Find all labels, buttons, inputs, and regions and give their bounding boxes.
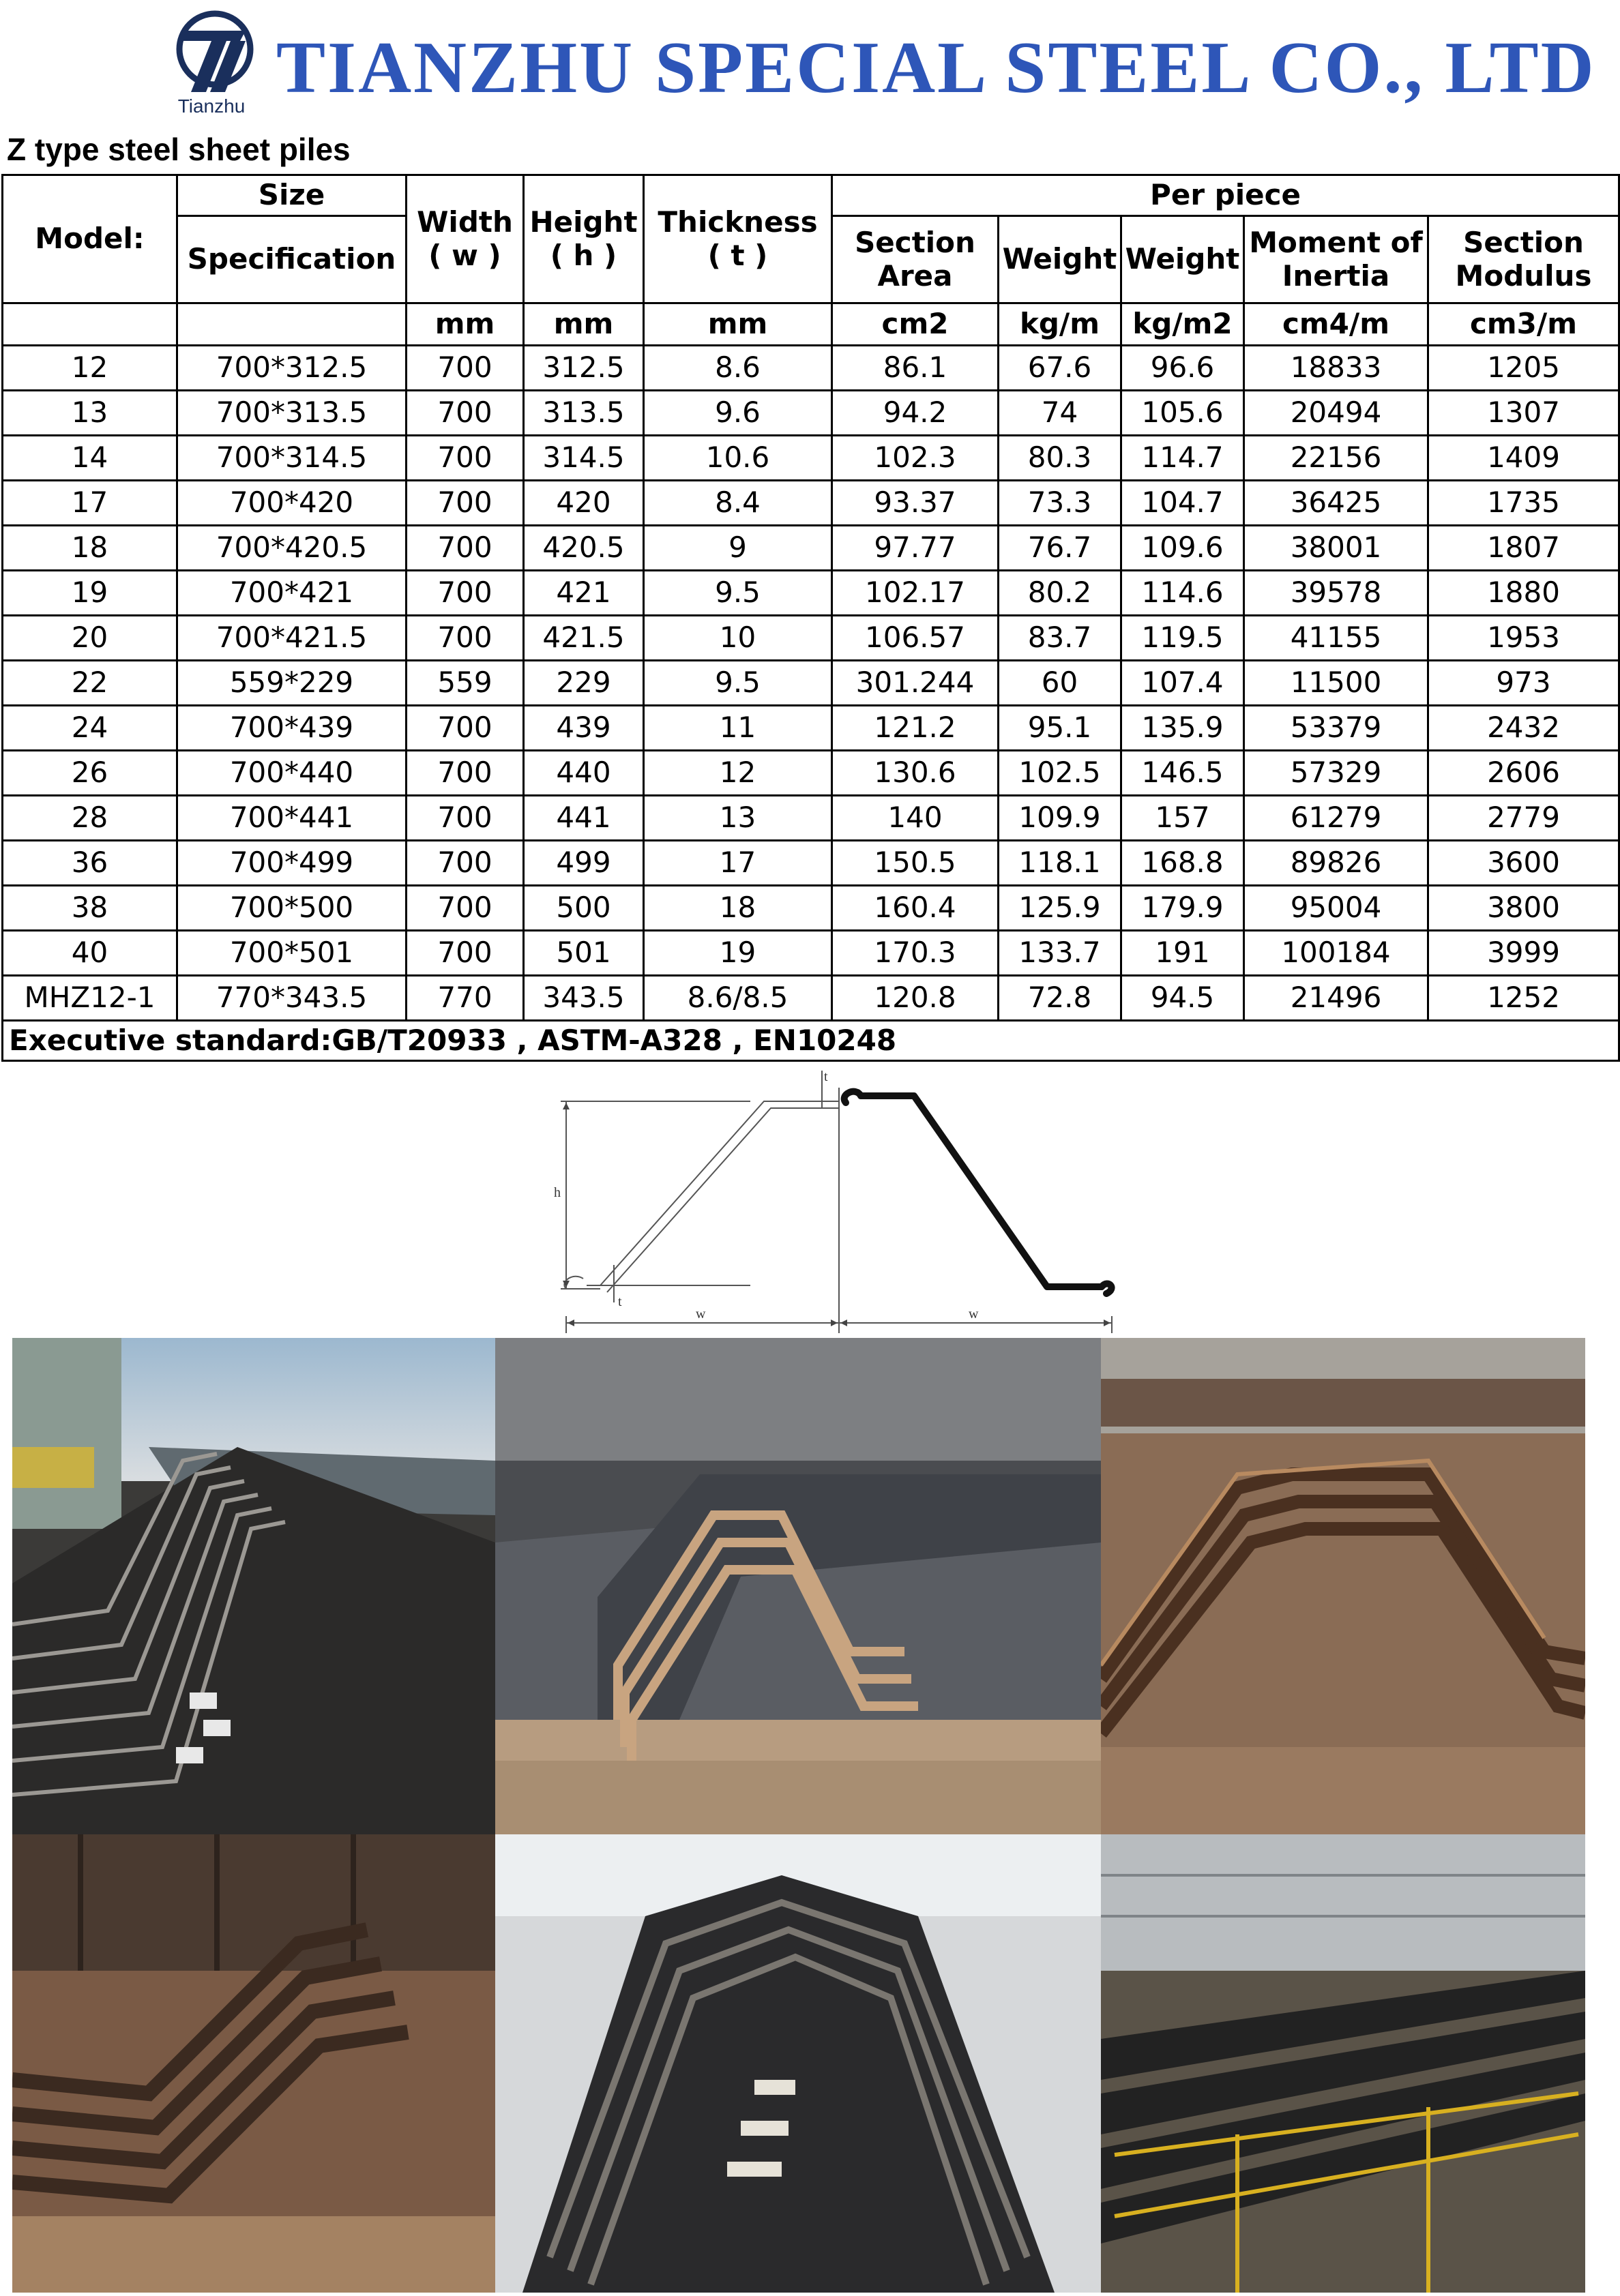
header-weight-per-m2: Weight [1121,216,1244,303]
cell-thickness: 10.6 [644,436,832,481]
unit-cell: cm3/m [1428,303,1619,346]
cell-specification: 700*420.5 [177,526,407,571]
photo-pile-rows-yard [12,1338,495,1834]
cell-weight-per-m: 95.1 [999,706,1121,751]
cell-section-area: 160.4 [832,886,999,931]
cell-thickness: 12 [644,751,832,796]
header-per-piece: Per piece [832,175,1619,216]
cell-section-modulus: 1953 [1428,616,1619,661]
cell-model: 26 [3,751,177,796]
unit-cell: cm4/m [1244,303,1428,346]
cell-section-modulus: 1735 [1428,481,1619,526]
cell-weight-per-m2: 146.5 [1121,751,1244,796]
photo-factory-pile-rows [1101,1834,1585,2293]
cell-weight-per-m2: 96.6 [1121,346,1244,391]
cell-width: 700 [407,706,524,751]
table-row [3,886,1619,931]
page-title: Z type steel sheet piles [7,132,351,167]
cell-moment-of-inertia: 89826 [1244,841,1428,886]
cell-model: 22 [3,661,177,706]
units-blank-spec [177,303,407,346]
cell-height: 314.5 [524,436,644,481]
cell-weight-per-m2: 107.4 [1121,661,1244,706]
cell-section-modulus: 2779 [1428,796,1619,841]
cell-weight-per-m2: 135.9 [1121,706,1244,751]
cell-section-area: 86.1 [832,346,999,391]
cell-thickness: 9 [644,526,832,571]
cell-section-area: 102.3 [832,436,999,481]
header-moment-line2: Inertia [1282,258,1390,293]
cell-height: 420.5 [524,526,644,571]
cell-model: 20 [3,616,177,661]
table-row [3,796,1619,841]
cell-model: 24 [3,706,177,751]
cell-moment-of-inertia: 100184 [1244,931,1428,976]
cell-weight-per-m: 74 [999,391,1121,436]
cell-weight-per-m: 80.3 [999,436,1121,481]
header-height-label: Height [529,205,638,239]
cell-height: 439 [524,706,644,751]
cell-section-modulus: 973 [1428,661,1619,706]
units-row [3,303,1619,346]
header-thickness-label: Thickness [658,205,818,239]
cell-weight-per-m2: 109.6 [1121,526,1244,571]
page-header [0,0,1620,123]
header-width [407,175,524,303]
cell-thickness: 9.6 [644,391,832,436]
cell-section-modulus: 2606 [1428,751,1619,796]
cell-section-modulus: 1807 [1428,526,1619,571]
cell-weight-per-m2: 104.7 [1121,481,1244,526]
cell-model: 13 [3,391,177,436]
cell-specification: 700*500 [177,886,407,931]
cell-section-modulus: 2432 [1428,706,1619,751]
cell-weight-per-m2: 94.5 [1121,976,1244,1021]
table-body [3,346,1619,1021]
cell-height: 441 [524,796,644,841]
cell-moment-of-inertia: 11500 [1244,661,1428,706]
cell-specification: 700*501 [177,931,407,976]
cell-width: 700 [407,616,524,661]
photo-warehouse-pile-stack [12,1834,495,2293]
cell-weight-per-m: 109.9 [999,796,1121,841]
cell-section-area: 93.37 [832,481,999,526]
cell-width: 700 [407,931,524,976]
unit-cell: mm [644,303,832,346]
cell-moment-of-inertia: 95004 [1244,886,1428,931]
company-name: TIANZHU SPECIAL STEEL CO., LTD [276,27,1596,108]
cell-moment-of-inertia: 53379 [1244,706,1428,751]
cell-model: 12 [3,346,177,391]
cell-weight-per-m2: 168.8 [1121,841,1244,886]
header-thickness [644,175,832,303]
unit-cell: mm [524,303,644,346]
cell-moment-of-inertia: 22156 [1244,436,1428,481]
cell-specification: 700*313.5 [177,391,407,436]
cell-width: 700 [407,391,524,436]
cell-section-area: 140 [832,796,999,841]
cell-weight-per-m2: 157 [1121,796,1244,841]
header-section-modulus [1428,216,1619,303]
header-moment-of-inertia [1244,216,1428,303]
cell-weight-per-m: 83.7 [999,616,1121,661]
cell-width: 700 [407,436,524,481]
unit-cell: mm [407,303,524,346]
cell-specification: 700*421 [177,571,407,616]
cell-height: 420 [524,481,644,526]
cell-moment-of-inertia: 41155 [1244,616,1428,661]
header-section-area-line1: Section [855,226,975,260]
cell-moment-of-inertia: 20494 [1244,391,1428,436]
z-pile-section-diagram [546,1067,1119,1337]
header-size: Size [177,175,407,216]
cell-moment-of-inertia: 39578 [1244,571,1428,616]
cell-weight-per-m: 102.5 [999,751,1121,796]
cell-section-area: 97.77 [832,526,999,571]
cell-width: 700 [407,571,524,616]
cell-specification: 700*441 [177,796,407,841]
cell-height: 312.5 [524,346,644,391]
cell-thickness: 17 [644,841,832,886]
cell-model: 38 [3,886,177,931]
cell-section-modulus: 1880 [1428,571,1619,616]
cell-weight-per-m2: 191 [1121,931,1244,976]
cell-section-area: 301.244 [832,661,999,706]
cell-thickness: 11 [644,706,832,751]
cell-specification: 700*314.5 [177,436,407,481]
cell-weight-per-m2: 114.7 [1121,436,1244,481]
cell-thickness: 8.6/8.5 [644,976,832,1021]
table-row [3,661,1619,706]
header-modulus-line2: Modulus [1455,258,1592,293]
units-blank-model [3,303,177,346]
unit-cell: kg/m2 [1121,303,1244,346]
header-height [524,175,644,303]
table-row [3,346,1619,391]
cell-model: 18 [3,526,177,571]
cell-width: 559 [407,661,524,706]
photo-rusted-pile-stack [1101,1338,1585,1834]
cell-weight-per-m: 80.2 [999,571,1121,616]
cell-thickness: 18 [644,886,832,931]
photo-wrapped-pile-bundle [495,1338,1101,1834]
cell-width: 700 [407,886,524,931]
cell-model: 14 [3,436,177,481]
cell-weight-per-m: 67.6 [999,346,1121,391]
cell-section-area: 102.17 [832,571,999,616]
cell-model: 28 [3,796,177,841]
cell-weight-per-m2: 119.5 [1121,616,1244,661]
cell-height: 499 [524,841,644,886]
cell-section-area: 106.57 [832,616,999,661]
cell-thickness: 13 [644,796,832,841]
cell-specification: 700*420 [177,481,407,526]
cell-thickness: 8.6 [644,346,832,391]
table-row [3,706,1619,751]
cell-width: 700 [407,751,524,796]
cell-weight-per-m: 125.9 [999,886,1121,931]
executive-standard: Executive standard:GB/T20933 , ASTM-A328 , EN10248 [3,1021,1619,1061]
cell-thickness: 8.4 [644,481,832,526]
label-t-bottom: t [618,1294,622,1309]
cell-thickness: 9.5 [644,571,832,616]
header-thickness-symbol: ( t ) [707,238,768,272]
cell-section-modulus: 3800 [1428,886,1619,931]
cell-section-modulus: 1252 [1428,976,1619,1021]
cell-weight-per-m: 73.3 [999,481,1121,526]
cell-specification: 770*343.5 [177,976,407,1021]
label-w-left: w [696,1307,706,1322]
header-row-1 [3,175,1619,216]
cell-width: 700 [407,481,524,526]
cell-height: 421.5 [524,616,644,661]
table-row [3,391,1619,436]
cell-model: MHZ12-1 [3,976,177,1021]
label-w-right: w [969,1307,979,1322]
cell-section-area: 94.2 [832,391,999,436]
cell-moment-of-inertia: 21496 [1244,976,1428,1021]
cell-section-area: 121.2 [832,706,999,751]
cell-model: 40 [3,931,177,976]
cell-moment-of-inertia: 38001 [1244,526,1428,571]
cell-thickness: 19 [644,931,832,976]
cell-moment-of-inertia: 18833 [1244,346,1428,391]
footer-row [3,1021,1619,1061]
cell-section-area: 120.8 [832,976,999,1021]
cell-weight-per-m2: 114.6 [1121,571,1244,616]
cell-height: 229 [524,661,644,706]
cell-weight-per-m: 118.1 [999,841,1121,886]
cell-weight-per-m: 76.7 [999,526,1121,571]
cell-section-modulus: 1307 [1428,391,1619,436]
cell-weight-per-m2: 105.6 [1121,391,1244,436]
table-row [3,931,1619,976]
cell-height: 501 [524,931,644,976]
cell-model: 36 [3,841,177,886]
header-moment-line1: Moment of [1249,226,1423,260]
cell-height: 421 [524,571,644,616]
table-row [3,976,1619,1021]
table-row [3,526,1619,571]
cell-height: 500 [524,886,644,931]
cell-moment-of-inertia: 36425 [1244,481,1428,526]
specification-table [1,174,1620,1062]
cell-moment-of-inertia: 57329 [1244,751,1428,796]
photo-marked-pile-bundle [495,1834,1101,2293]
cell-specification: 700*440 [177,751,407,796]
header-specification: Specification [177,216,407,303]
header-weight-per-m: Weight [999,216,1121,303]
table-row [3,841,1619,886]
header-model: Model: [3,175,177,303]
cell-model: 17 [3,481,177,526]
table-row [3,436,1619,481]
cell-specification: 559*229 [177,661,407,706]
cell-moment-of-inertia: 61279 [1244,796,1428,841]
cell-section-modulus: 1205 [1428,346,1619,391]
cell-width: 700 [407,526,524,571]
logo-caption: Tianzhu [177,95,246,117]
cell-width: 700 [407,841,524,886]
cell-height: 343.5 [524,976,644,1021]
header-section-area-line2: Area [877,258,953,293]
cell-width: 700 [407,346,524,391]
header-modulus-line1: Section [1463,226,1584,260]
cell-width: 700 [407,796,524,841]
header-section-area [832,216,999,303]
table-row [3,751,1619,796]
cell-weight-per-m: 60 [999,661,1121,706]
cell-section-area: 150.5 [832,841,999,886]
cell-section-modulus: 3600 [1428,841,1619,886]
cell-height: 313.5 [524,391,644,436]
label-h: h [554,1185,561,1200]
table-row [3,571,1619,616]
cell-specification: 700*439 [177,706,407,751]
cell-section-modulus: 1409 [1428,436,1619,481]
cell-width: 770 [407,976,524,1021]
cell-section-area: 170.3 [832,931,999,976]
table-row [3,616,1619,661]
cell-model: 19 [3,571,177,616]
header-height-symbol: ( h ) [550,238,617,272]
label-t-top: t [824,1069,828,1084]
cell-height: 440 [524,751,644,796]
unit-cell: kg/m [999,303,1121,346]
cell-section-area: 130.6 [832,751,999,796]
cell-weight-per-m: 72.8 [999,976,1121,1021]
cell-weight-per-m: 133.7 [999,931,1121,976]
cell-thickness: 9.5 [644,661,832,706]
header-width-label: Width [417,205,513,239]
table-row [3,481,1619,526]
unit-cell: cm2 [832,303,999,346]
cell-specification: 700*312.5 [177,346,407,391]
cell-specification: 700*499 [177,841,407,886]
header-width-symbol: ( w ) [428,238,501,272]
cell-thickness: 10 [644,616,832,661]
cell-weight-per-m2: 179.9 [1121,886,1244,931]
cell-specification: 700*421.5 [177,616,407,661]
cell-section-modulus: 3999 [1428,931,1619,976]
